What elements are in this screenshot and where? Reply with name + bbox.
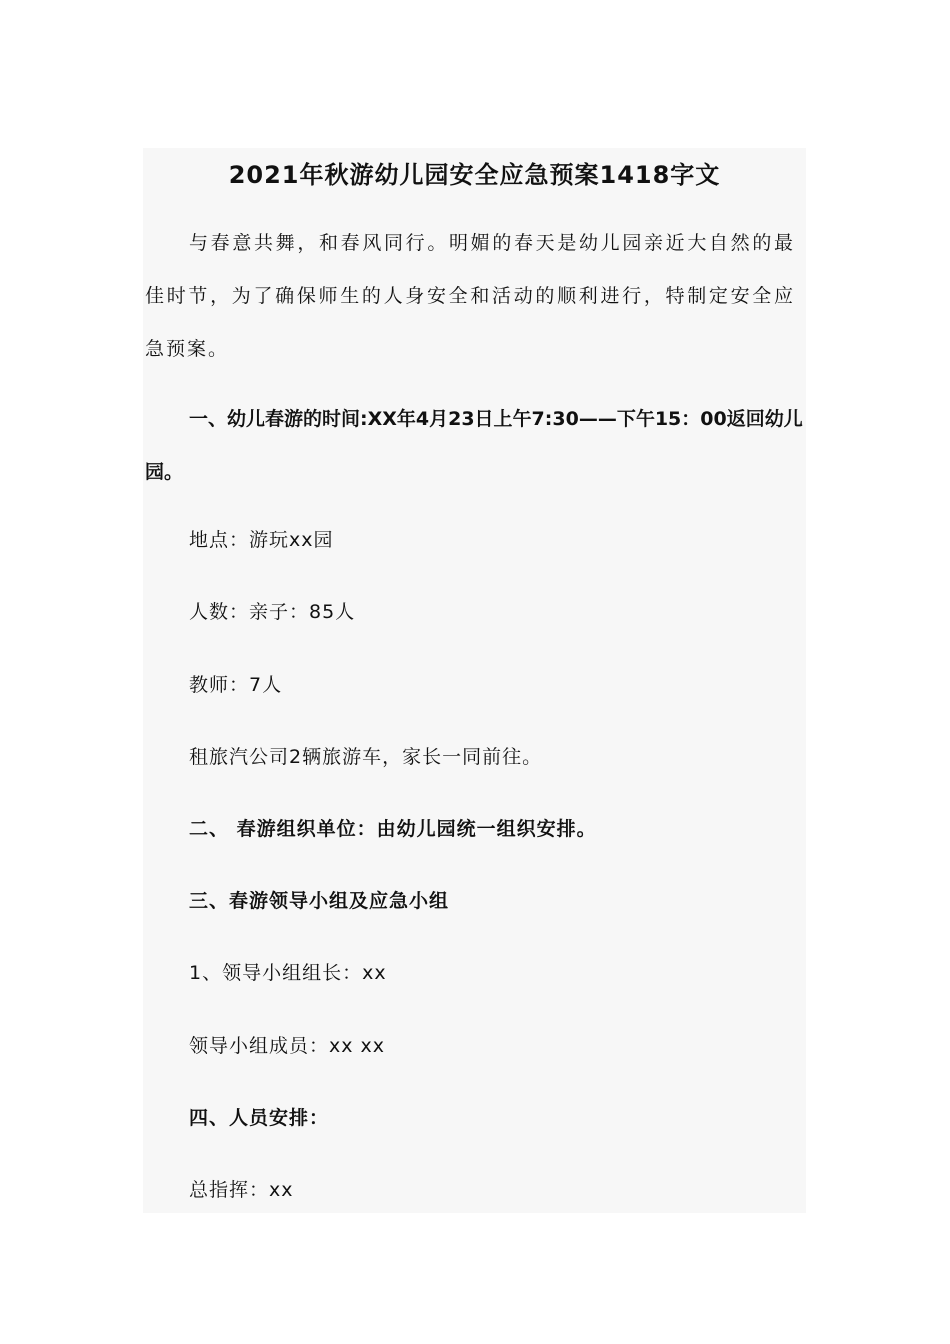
intro-paragraph: 与春意共舞，和春风同行。明媚的春天是幼儿园亲近大自然的最佳时节，为了确保师生的人身安全和活动的顺利进行，特制定安全应急预案。 — [145, 232, 795, 360]
section-2-heading: 二、 春游组织单位：由幼儿园统一组织安排。 — [189, 818, 597, 840]
location-line: 地点：游玩xx园 — [189, 529, 334, 551]
commander-line: 总指挥：xx — [189, 1179, 294, 1201]
transport-line: 租旅汽公司2辆旅游车，家长一同前往。 — [189, 746, 543, 768]
headcount-line: 人数：亲子：85人 — [189, 601, 356, 623]
section-3-heading: 三、春游领导小组及应急小组 — [189, 890, 450, 912]
document-title: 2021年秋游幼儿园安全应急预案1418字文 — [228, 161, 721, 189]
leader-line: 1、领导小组组长：xx — [189, 962, 387, 984]
document-page — [143, 148, 806, 1213]
members-line: 领导小组成员：xx xx — [189, 1035, 386, 1057]
teachers-line: 教师：7人 — [189, 674, 283, 696]
section-1-heading: 一、幼儿春游的时间:XX年4月23日上午7:30——下午15：00返回幼儿园。 — [145, 408, 803, 483]
section-4-heading: 四、人员安排： — [189, 1107, 330, 1129]
